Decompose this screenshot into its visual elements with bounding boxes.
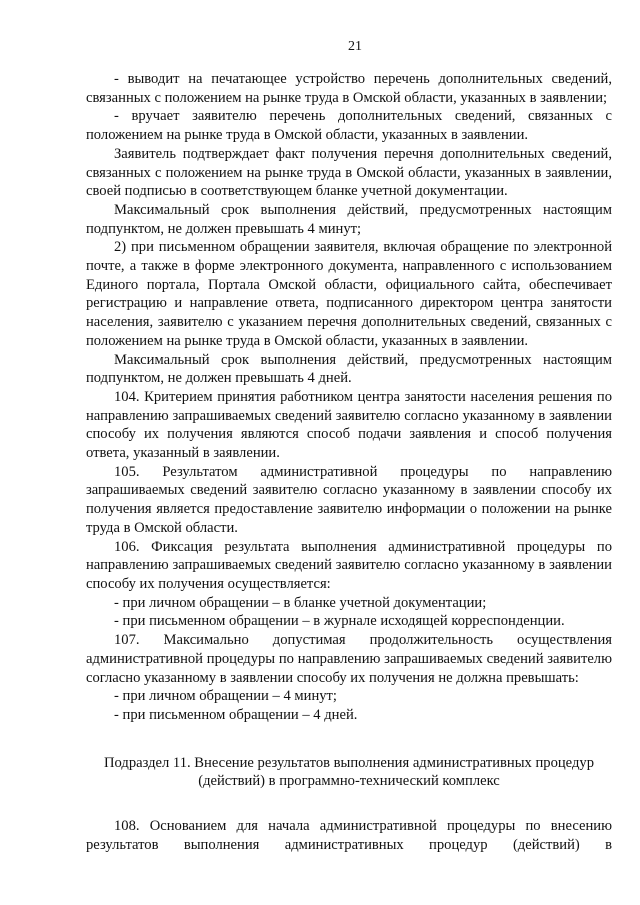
paragraph-applicant-confirms: Заявитель подтверждает факт получения перечня дополнительных сведений, связанных с положением на рынке труда в Омской области, указанных в заявлении, своей подписью в соответствующем бланке учетной документации. bbox=[86, 145, 612, 200]
list-item-written-4-days: - при письменном обращении – 4 дней. bbox=[114, 706, 358, 723]
subsection-heading: Подраздел 11. Внесение результатов выполнения административных процедур (действий) в программно-технический комплекс bbox=[103, 754, 594, 790]
paragraph-hand-list: - вручает заявителю перечень дополнительных сведений, связанных с положением на рынке труда в Омской области, указанных в заявлении. bbox=[86, 108, 612, 144]
paragraph-105: 105. Результатом административной процедуры по направлению запрашиваемых сведений заявителю согласно указанному в заявлении способу их получения является предоставление заявителю информации о положении на рынке труда в Омской области. bbox=[86, 463, 612, 536]
paragraph-106: 106. Фиксация результата выполнения административной процедуры по направлению запрашиваемых сведений заявителю согласно указанному в заявлении способу их получения осуществляется: bbox=[86, 538, 612, 592]
page-number: 21 bbox=[348, 39, 362, 54]
paragraph-print-list: - выводит на печатающее устройство перечень дополнительных сведений, связанных с положением на рынке труда в Омской области, указанных в заявлении; bbox=[86, 71, 612, 106]
list-item-written-request: - при письменном обращении – в журнале исходящей корреспонденции. bbox=[114, 613, 565, 630]
paragraph-104: 104. Критерием принятия работником центра занятости населения решения по направлению запрашиваемых сведений заявителю согласно указанному в заявлении способу их получения являются способ подачи заявления и способ получения ответа, указанный в заявлении. bbox=[86, 388, 612, 462]
list-item-personal-4-minutes: - при личном обращении – 4 минут; bbox=[114, 688, 337, 705]
paragraph-108: 108. Основанием для начала административной процедуры по внесению результатов выполнения административных процедур (действий) в bbox=[86, 818, 612, 853]
paragraph-max-time-4-minutes: Максимальный срок выполнения действий, предусмотренных настоящим подпунктом, не должен превышать 4 минут; bbox=[86, 201, 612, 237]
paragraph-max-time-4-days: Максимальный срок выполнения действий, предусмотренных настоящим подпунктом, не должен превышать 4 дней. bbox=[86, 351, 612, 387]
list-item-personal-request: - при личном обращении – в бланке учетной документации; bbox=[114, 594, 487, 611]
paragraph-107: 107. Максимально допустимая продолжительность осуществления административной процедуры по направлению запрашиваемых сведений заявителю согласно указанному в заявлении способу их получения не должна превышать: bbox=[86, 632, 612, 686]
paragraph-written-request: 2) при письменном обращении заявителя, включая обращение по электронной почте, а также в форме электронного документа, направленного с использованием Единого портала, Портала Омской области, официального сайта, обеспечивает регистрацию и направление ответа, подписанного директором центра занятости населения, заявителю с указанием перечня дополнительных сведений, связанных с положением на рынке труда в Омской области, указанных в заявлении. bbox=[86, 239, 612, 349]
